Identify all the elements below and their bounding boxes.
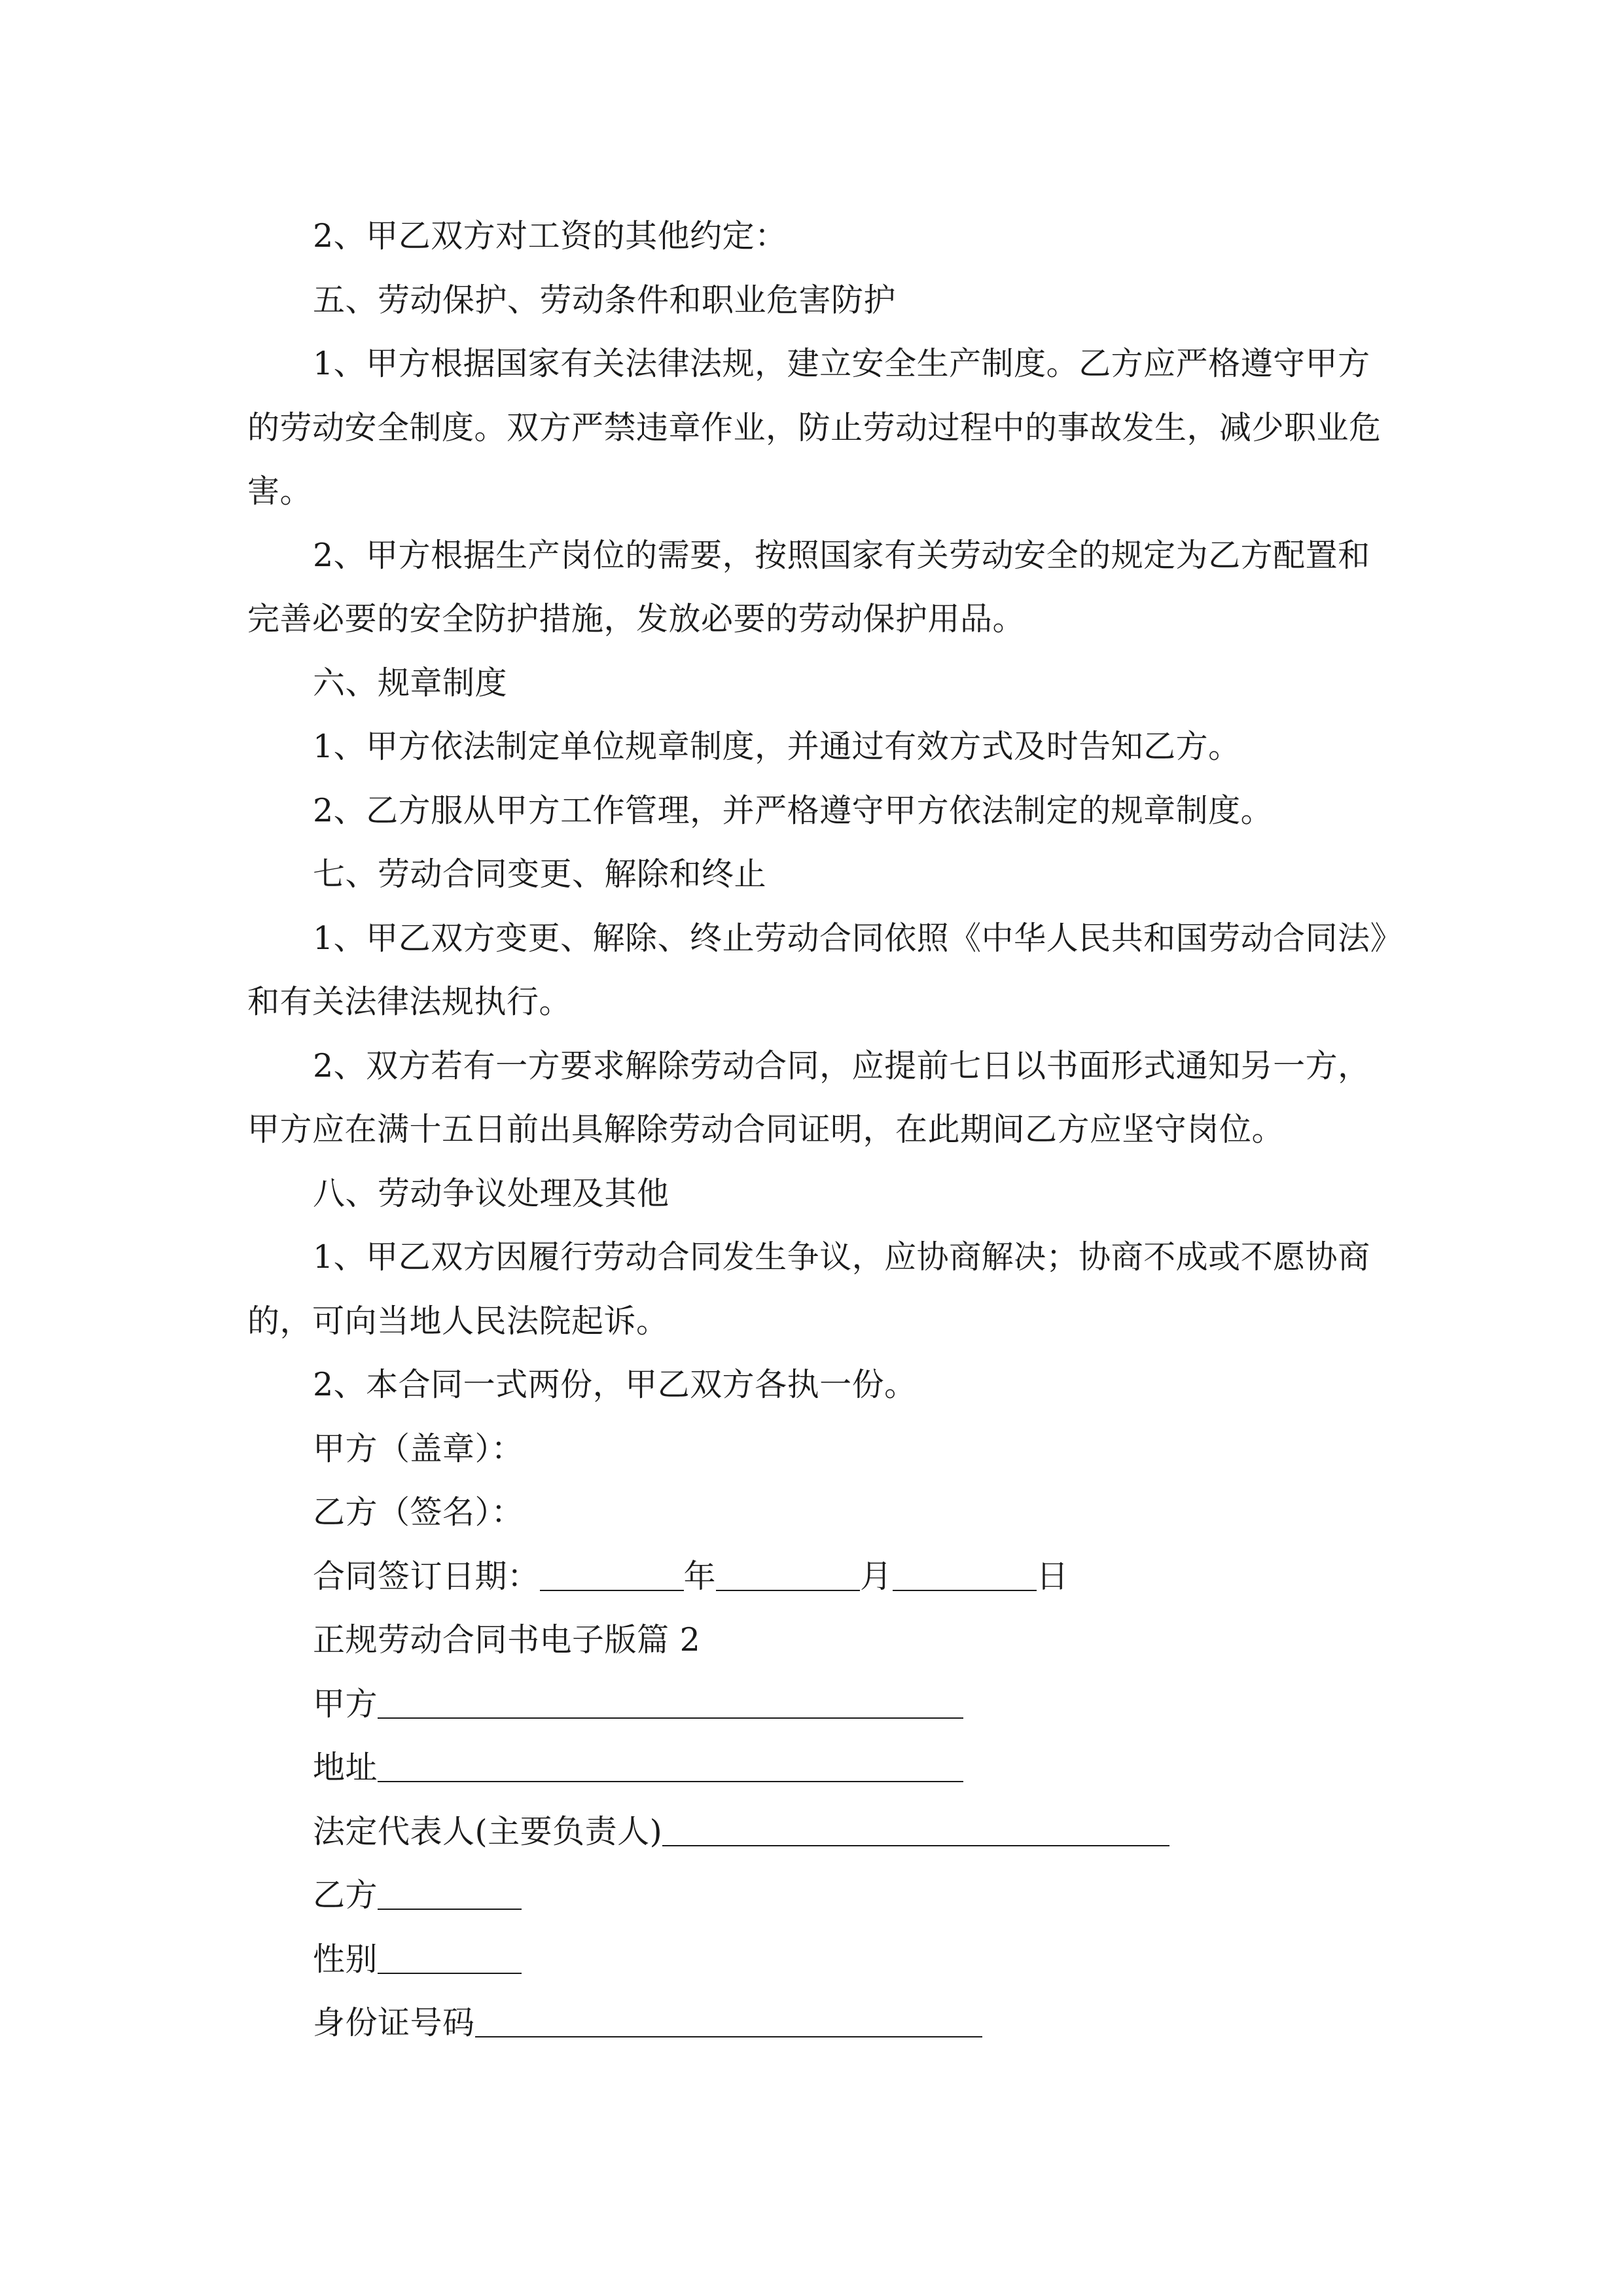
month-blank [716,1561,860,1591]
party-a-blank [378,1689,963,1719]
year-blank [540,1561,684,1591]
address-label: 地址 [313,1749,378,1786]
document-body [247,204,1403,2055]
sign-date-label: 合同签订日期： [313,1557,540,1595]
paragraph-line: 的，可向当地人民法院起诉。 [247,1302,669,1340]
section-heading: 六、规章制度 [313,664,508,702]
month-label: 月 [860,1557,893,1595]
party-a-field [247,1672,1399,1736]
legal-rep-field [247,1800,1399,1864]
id-number-blank [475,2007,982,2037]
party-b-field [247,1863,1399,1928]
paragraph-line: 害。 [247,473,313,510]
section-heading: 五、劳动保护、劳动条件和职业危害防护 [313,281,897,319]
party-b-label: 乙方 [313,1876,378,1914]
day-blank [893,1561,1037,1591]
day-label: 日 [1036,1557,1069,1595]
year-label: 年 [683,1557,717,1595]
address-blank [378,1752,963,1782]
paragraph-line: 2、本合同一式两份，甲乙双方各执一份。 [313,1366,917,1403]
party-a-seal-line: 甲方（盖章）： [313,1429,524,1467]
section-heading: 八、劳动争议处理及其他 [313,1174,669,1212]
section-heading: 七、劳动合同变更、解除和终止 [313,855,767,893]
paragraph-line: 2、双方若有一方要求解除劳动合同，应提前七日以书面形式通知另一方， [313,1047,1370,1085]
paragraph-line: 完善必要的安全防护措施，发放必要的劳动保护用品。 [247,600,1026,637]
party-b-signature-line: 乙方（签名）： [313,1494,524,1531]
paragraph-line: 2、甲方根据生产岗位的需要，按照国家有关劳动安全的规定为乙方配置和 [313,536,1370,574]
paragraph-line: 甲方应在满十五日前出具解除劳动合同证明，在此期间乙方应坚守岗位。 [247,1111,1285,1148]
party-a-label: 甲方 [313,1685,378,1723]
gender-label: 性别 [313,1940,378,1978]
paragraph-line: 1、甲方根据国家有关法律法规，建立安全生产制度。乙方应严格遵守甲方 [313,345,1370,382]
id-number-field [247,1991,1399,2055]
paragraph-line: 的劳动安全制度。双方严禁违章作业，防止劳动过程中的事故发生，减少职业危 [247,408,1382,446]
id-number-label: 身份证号码 [313,2004,475,2041]
gender-field [247,1928,1399,1992]
paragraph-line: 2、甲乙双方对工资的其他约定： [313,217,787,255]
paragraph-line: 2、乙方服从甲方工作管理，并严格遵守甲方依法制定的规章制度。 [313,791,1274,829]
sign-date-line [247,1545,1399,1609]
paragraph-line: 和有关法律法规执行。 [247,983,572,1020]
address-field [247,1736,1399,1800]
legal-rep-label: 法定代表人(主要负责人) [313,1812,663,1850]
paragraph-line: 1、甲方依法制定单位规章制度，并通过有效方式及时告知乙方。 [313,728,1241,765]
paragraph-line: 1、甲乙双方变更、解除、终止劳动合同依照《中华人民共和国劳动合同法》 [313,919,1403,957]
legal-rep-blank [662,1816,1169,1846]
paragraph-line: 1、甲乙双方因履行劳动合同发生争议，应协商解决；协商不成或不愿协商 [313,1238,1370,1276]
second-contract-title: 正规劳动合同书电子版篇 2 [313,1621,701,1659]
gender-blank [378,1944,522,1974]
party-b-blank [378,1880,522,1910]
